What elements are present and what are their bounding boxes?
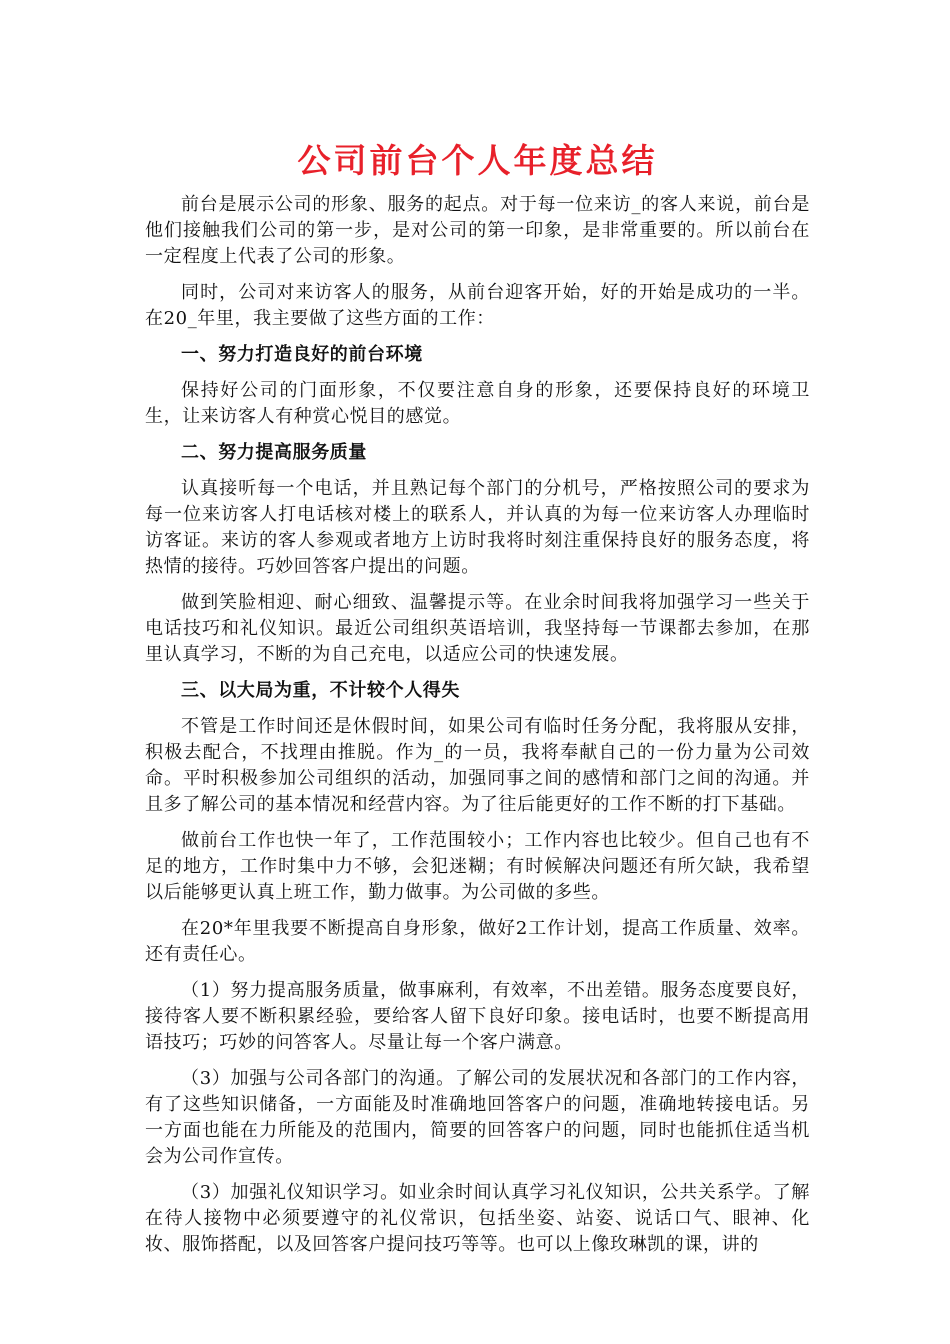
paragraph: 保持好公司的门面形象，不仅要注意自身的形象，还要保持良好的环境卫生，让来访客人有种赏心悦目的感觉。	[145, 380, 810, 427]
paragraph: （3）加强与公司各部门的沟通。了解公司的发展状况和各部门的工作内容，有了这些知识储备，一方面能及时准确地回答客户的问题，准确地转接电话。另一方面也能在力所能及的范围内，简要的回答客户的问题，同时也能抓住适当机会为公司作宣传。	[145, 1068, 810, 1167]
paragraph: 做到笑脸相迎、耐心细致、温馨提示等。在业余时间我将加强学习一些关于电话技巧和礼仪知识。最近公司组织英语培训，我坚持每一节课都去参加，在那里认真学习，不断的为自己充电，以适应公司的快速发展。	[145, 592, 810, 665]
paragraph: 同时，公司对来访客人的服务，从前台迎客开始，好的开始是成功的一半。在20_年里，我主要做了这些方面的工作：	[145, 282, 810, 329]
paragraph: （1）努力提高服务质量，做事麻利，有效率，不出差错。服务态度要良好，接待客人要不断积累经验，要给客人留下良好印象。接电话时，也要不断提高用语技巧；巧妙的问答客人。尽量让每一个客户满意。	[145, 980, 810, 1053]
paragraph: 在20*年里我要不断提高自身形象，做好2工作计划，提高工作质量、效率。还有责任心。	[145, 918, 810, 965]
section-heading: 二、努力提高服务质量	[181, 442, 367, 463]
document-title: 公司前台个人年度总结	[297, 141, 658, 180]
paragraph: 不管是工作时间还是休假时间，如果公司有临时任务分配，我将服从安排，积极去配合，不找理由推脱。作为_的一员，我将奉献自己的一份力量为公司效命。平时积极参加公司组织的活动，加强同事之间的感情和部门之间的沟通。并且多了解公司的基本情况和经营内容。为了往后能更好的工作不断的打下基础。	[145, 716, 810, 815]
paragraph: 前台是展示公司的形象、服务的起点。对于每一位来访_的客人来说，前台是他们接触我们公司的第一步，是对公司的第一印象，是非常重要的。所以前台在一定程度上代表了公司的形象。	[145, 194, 810, 267]
document-page	[145, 138, 810, 1268]
paragraph: 做前台工作也快一年了，工作范围较小；工作内容也比较少。但自己也有不足的地方，工作时集中力不够，会犯迷糊；有时候解决问题还有所欠缺，我希望以后能够更认真上班工作，勤力做事。为公司做的多些。	[145, 830, 810, 903]
paragraph: （3）加强礼仪知识学习。如业余时间认真学习礼仪知识，公共关系学。了解在待人接物中必须要遵守的礼仪常识，包括坐姿、站姿、说话口气、眼神、化妆、服饰搭配，以及回答客户提问技巧等等。也可以上像玫琳凯的课，讲的	[145, 1182, 810, 1255]
section-heading: 一、努力打造良好的前台环境	[181, 344, 423, 365]
paragraph: 认真接听每一个电话，并且熟记每个部门的分机号，严格按照公司的要求为每一位来访客人打电话核对楼上的联系人，并认真的为每一位来访客人办理临时访客证。来访的客人参观或者地方上访时我将时刻注重保持良好的服务态度，将热情的接待。巧妙回答客户提出的问题。	[145, 478, 810, 577]
section-heading: 三、以大局为重，不计较个人得失	[181, 680, 460, 701]
